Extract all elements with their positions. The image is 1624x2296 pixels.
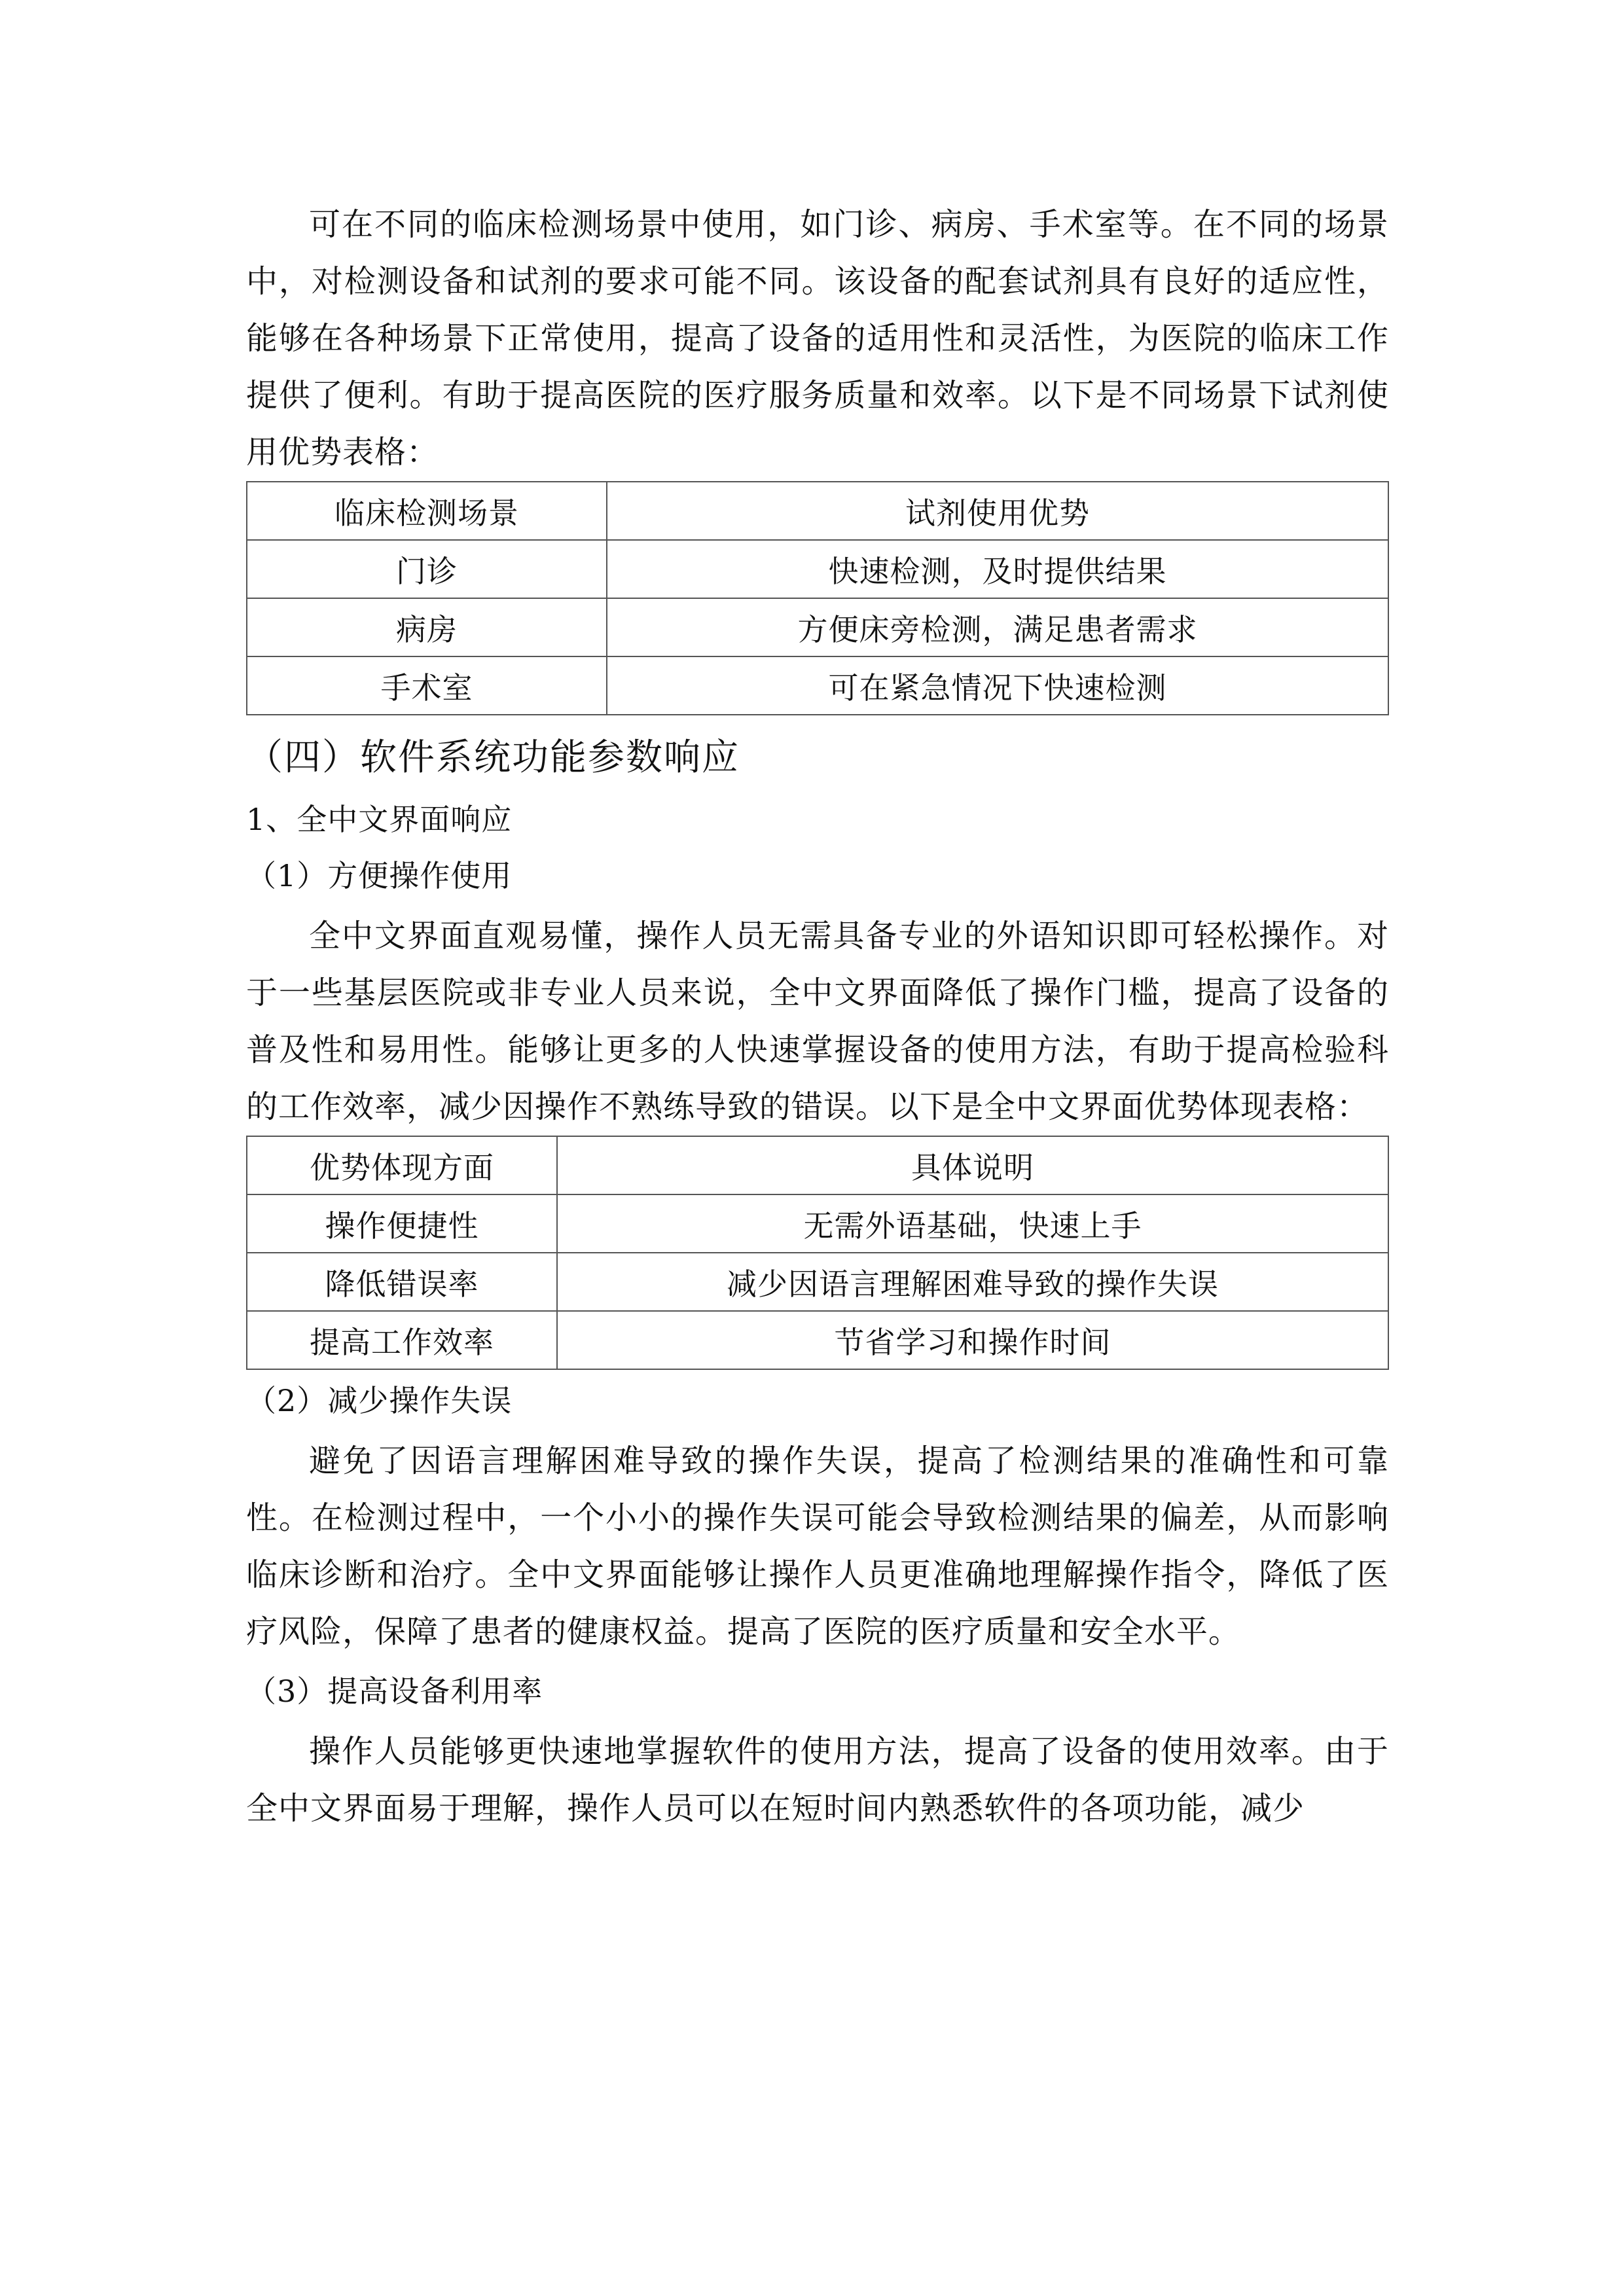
paragraph-chinese-interface: 全中文界面直观易懂，操作人员无需具备专业的外语知识即可轻松操作。对于一些基层医院或非专业人员来说，全中文界面降低了操作门槛，提高了设备的普及性和易用性。能够让更多的人快速掌握设备的使用方法，有助于提高检验科的工作效率，减少因操作不熟练导致的错误。以下是全中文界面优势体现表格： [246,918,1389,1125]
table-header-cell: 试剂使用优势 [607,482,1388,540]
table-cell: 提高工作效率 [247,1311,557,1369]
table-cell: 方便床旁检测，满足患者需求 [607,598,1388,656]
item-3-title: （3）提高设备利用率 [246,1674,543,1709]
reagent-advantage-table [246,481,1389,715]
table-cell: 减少因语言理解困难导致的操作失误 [557,1253,1388,1311]
table-cell: 可在紧急情况下快速检测 [607,656,1388,715]
table-row [247,598,1388,656]
table-header-cell: 临床检测场景 [247,482,607,540]
table-header-row [247,1136,1388,1194]
document-page [246,196,1389,1837]
table-cell: 手术室 [247,656,607,715]
item-1-title: （1）方便操作使用 [246,858,513,893]
paragraph-reduce-errors: 避免了因语言理解困难导致的操作失误，提高了检测结果的准确性和可靠性。在检测过程中，一个小小的操作失误可能会导致检测结果的偏差，从而影响临床诊断和治疗。全中文界面能够让操作人员更准确地理解操作指令，降低了医疗风险，保障了患者的健康权益。提高了医院的医疗质量和安全水平。 [246,1443,1389,1650]
table-header-cell: 具体说明 [557,1136,1388,1194]
table-row [247,1194,1388,1253]
section-heading: （四）软件系统功能参数响应 [246,736,740,779]
item-2-title: （2）减少操作失误 [246,1383,513,1418]
table-header-cell: 优势体现方面 [247,1136,557,1194]
table-header-row [247,482,1388,540]
table-row [247,656,1388,715]
table-row [247,1253,1388,1311]
table-cell: 病房 [247,598,607,656]
table-cell: 降低错误率 [247,1253,557,1311]
table-cell: 门诊 [247,540,607,598]
table-cell: 节省学习和操作时间 [557,1311,1388,1369]
table-cell: 快速检测，及时提供结果 [607,540,1388,598]
table-cell: 操作便捷性 [247,1194,557,1253]
paragraph-reagent-scenarios: 可在不同的临床检测场景中使用，如门诊、病房、手术室等。在不同的场景中，对检测设备和试剂的要求可能不同。该设备的配套试剂具有良好的适应性，能够在各种场景下正常使用，提高了设备的适用性和灵活性，为医院的临床工作提供了便利。有助于提高医院的医疗服务质量和效率。以下是不同场景下试剂使用优势表格： [246,206,1389,471]
subsection-title: 1、全中文界面响应 [246,802,513,837]
table-row [247,1311,1388,1369]
table-cell: 无需外语基础，快速上手 [557,1194,1388,1253]
paragraph-utilization: 操作人员能够更快速地掌握软件的使用方法，提高了设备的使用效率。由于全中文界面易于理解，操作人员可以在短时间内熟悉软件的各项功能，减少 [246,1733,1389,1827]
interface-advantage-table [246,1136,1389,1370]
table-row [247,540,1388,598]
